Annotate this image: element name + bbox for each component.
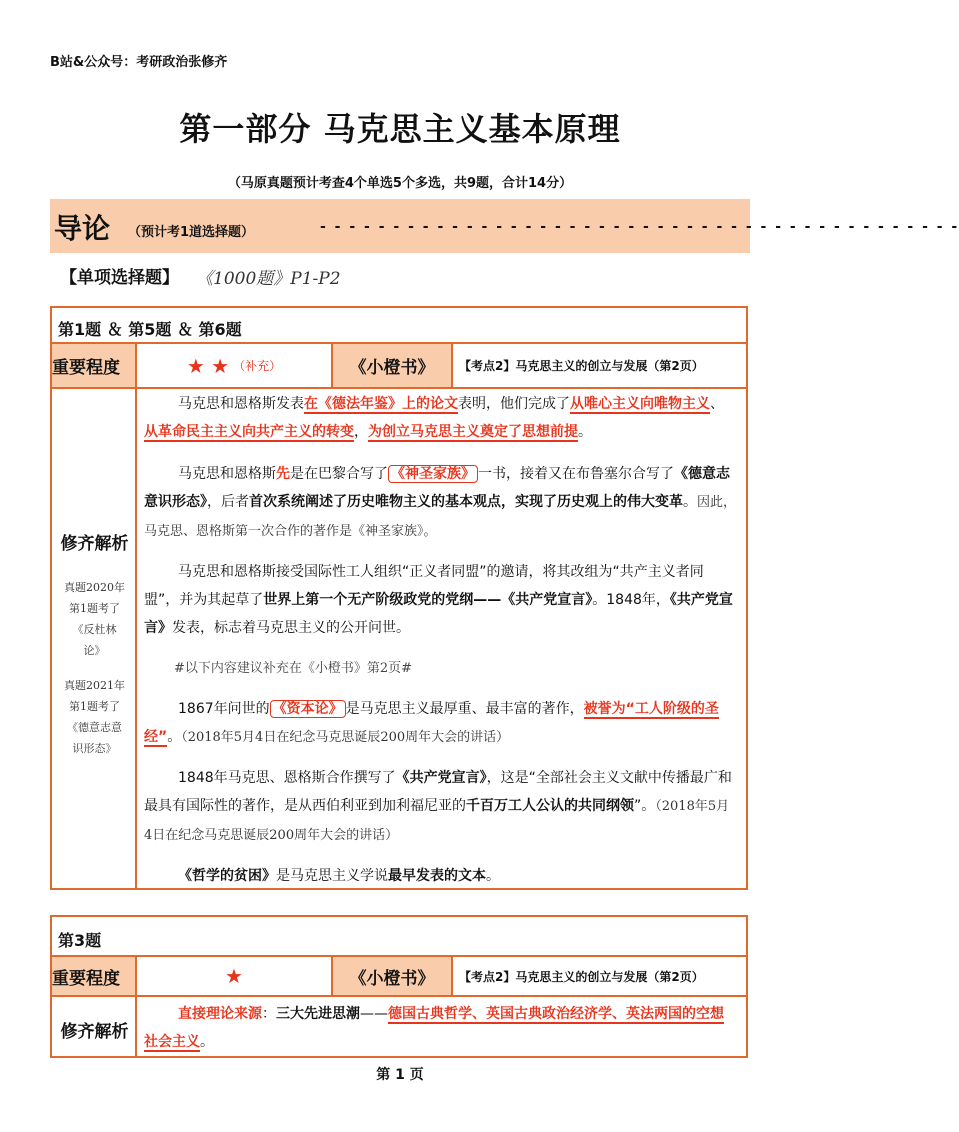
analysis-paragraph-1: 马克思和恩格斯发表在《德法年鉴》上的论文表明，他们完成了从唯心主义向唯物主义、从革命民主主义向共产主义的转变，为创立马克思主义奠定了思想前提。	[144, 396, 724, 440]
kaodian-cell	[453, 344, 746, 387]
side-note-line: 论》	[83, 644, 106, 657]
side-note-2020	[52, 577, 137, 661]
page-number: 第 1 页	[376, 1067, 424, 1083]
book-title: 《小橙书》	[349, 968, 435, 989]
analysis-paragraph-2: 马克思和恩格斯先是在巴黎合写了 《神圣家族》 一书，接着又在布鲁塞尔合写了《德意志意识形态》，后者首次系统阐述了历史唯物主义的基本观点，实现了历史观上的伟大变革。因此，马克思、恩格斯第一次合作的著作是《神圣家族》。	[144, 466, 737, 539]
kaodian-cell	[453, 957, 746, 995]
question-table-1	[50, 306, 748, 890]
side-note-line: 真题2020年	[64, 581, 125, 594]
importance-label: 重要程度	[52, 968, 120, 989]
question-type-label: 【单项选择题】	[60, 268, 179, 288]
section-title: 导论	[54, 212, 111, 245]
analysis-paragraph-3: 马克思和恩格斯接受国际性工人组织“正义者同盟”的邀请，将其改组为“共产主义者同盟”，并为其起草了世界上第一个无产阶级政党的党纲——《共产党宣言》。1848年，《共产党宣言》发表，标志着马克思主义的公开问世。	[144, 564, 733, 636]
analysis-paragraph-6: 《哲学的贫困》是马克思主义学说最早发表的文本。	[178, 868, 500, 884]
question-reference: 《1000题》P1-P2	[196, 269, 341, 289]
star-icon-group: ★ ★	[186, 353, 230, 378]
section-note: （预计考1道选择题）	[128, 225, 255, 240]
section-header	[50, 199, 959, 253]
side-note-line: 第1题考了	[69, 700, 120, 713]
analysis-label: 修齐解析	[60, 534, 129, 554]
question-numbers: 第1题 ＆ 第5题 ＆ 第6题	[58, 320, 242, 339]
question-table-2	[50, 915, 748, 1058]
kaodian-label: 【考点2】马克思主义的创立与发展（第2页）	[459, 969, 704, 984]
table-row-questions	[52, 917, 746, 957]
page-subtitle: （马原真题预计考查4个单选5个多选，共9题，合计14分）	[227, 176, 573, 191]
book-cell	[333, 344, 453, 387]
importance-label-cell	[52, 957, 137, 995]
question-numbers: 第3题	[58, 931, 102, 950]
side-note-line: 第1题考了	[69, 602, 120, 615]
supplement-note: （补充）	[233, 359, 282, 373]
analysis-sidebar	[52, 997, 137, 1056]
side-note-line: 《德意志意	[67, 721, 122, 734]
table-row-questions	[52, 308, 746, 344]
importance-stars-cell	[137, 344, 333, 387]
book-cell	[333, 957, 453, 995]
book-title: 《小橙书》	[349, 358, 435, 378]
importance-label: 重要程度	[52, 358, 120, 378]
analysis-label: 修齐解析	[60, 1022, 129, 1042]
star-icon: ★	[225, 964, 243, 988]
table-row-importance	[52, 957, 746, 997]
analysis-paragraph-5: 1848年马克思、恩格斯合作撰写了《共产党宣言》，这是“全部社会主义文献中传播最广和最具有国际性的著作，是从西伯利亚到加利福尼亚的千百万工人公认的共同纲领”。（2018年5月4日在纪念马克思诞辰200周年大会的讲话）	[144, 770, 732, 843]
table-row-importance	[52, 344, 746, 389]
source-label: B站&公众号：考研政治张修齐	[50, 55, 228, 70]
analysis-paragraph-4: 1867年问世的 《资本论》 是马克思主义最厚重、最丰富的著作，被誉为“工人阶级的圣经”。（2018年5月4日在纪念马克思诞辰200周年大会的讲话）	[144, 701, 719, 745]
importance-label-cell	[52, 344, 137, 387]
side-note-line: 真题2021年	[64, 679, 125, 692]
side-note-line: 《反杜林	[72, 623, 117, 636]
side-note-line: 识形态》	[72, 742, 117, 755]
section-dash-line: - - - - - - - - - - - - - - - - - - - - - - - - - - - - - - - - - - - - - - - - - - - -	[320, 219, 959, 235]
hash-note: #以下内容建议补充在《小橙书》第2页#	[174, 661, 413, 676]
analysis-sidebar	[52, 389, 137, 888]
kaodian-label: 【考点2】马克思主义的创立与发展（第2页）	[459, 359, 704, 373]
importance-stars-cell	[137, 957, 333, 995]
analysis-paragraph-1: 直接理论来源：三大先进思潮——德国古典哲学、英国古典政治经济学、英法两国的空想社会主义。	[144, 1006, 724, 1050]
page-title: 第一部分 马克思主义基本原理	[179, 110, 621, 148]
side-note-2021	[52, 675, 137, 759]
